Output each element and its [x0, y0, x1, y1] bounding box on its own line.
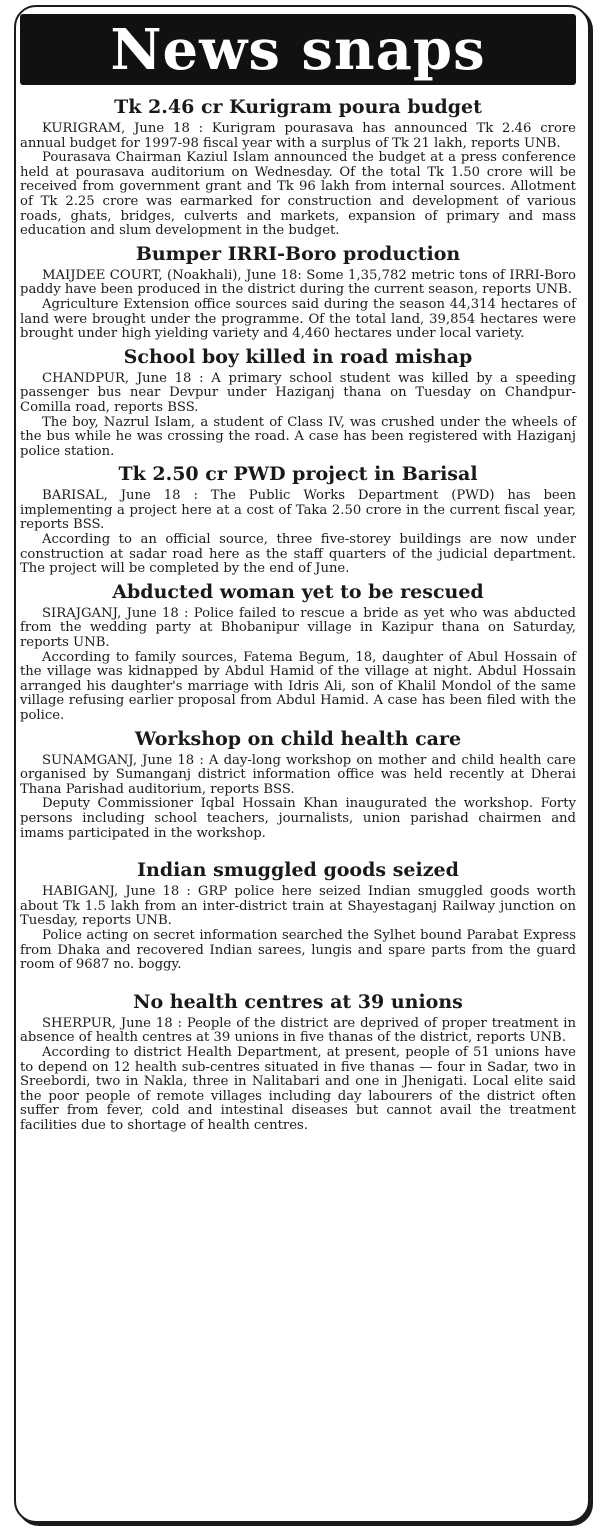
story-smuggled-goods	[20, 855, 576, 973]
masthead-title: News snaps	[110, 16, 486, 83]
story-body	[20, 885, 576, 973]
paragraph: MAIJDEE COURT, (Noakhali), June 18: Some 1,35,782 metric tons of IRRI-Boro paddy have been produced in the district during the current season, reports UNB.	[20, 267, 576, 298]
story-road-mishap	[20, 342, 576, 460]
story-body	[20, 122, 576, 239]
headline: No health centres at 39 unions	[133, 990, 463, 1013]
paragraph: Agriculture Extension office sources said during the season 44,314 hectares of land were brought under the programme. Of the total land, 39,854 hectares were brought under high yielding variety and 4,460 hectares under local variety.	[20, 296, 576, 342]
paragraph: According to an official source, three five-storey buildings are now under construction at sadar road here as the staff quarters of the judicial department. The project will be completed by the end of June.	[20, 532, 576, 577]
spacer	[20, 973, 576, 987]
spacer	[20, 841, 576, 855]
story-health-centres	[20, 987, 576, 1134]
paragraph: According to family sources, Fatema Begum, 18, daughter of Abul Hossain of the village was kidnapped by Abdul Hamid of the village at night. Abdul Hossain arranged his daughter's marriage with Idris Ali, son of Khalil Mondol of the same village refusing earlier proposal from Abdul Hamid. A case has been filed with the police.	[20, 649, 576, 723]
masthead	[20, 14, 576, 85]
paragraph: CHANDPUR, June 18 : A primary school student was killed by a speeding passenger bus near Devpur under Haziganj thana on Tuesday on Chandpur-Comilla road, reports BSS.	[20, 370, 576, 415]
headline: Bumper IRRI-Boro production	[135, 242, 461, 265]
headline: School boy killed in road mishap	[123, 345, 473, 368]
paragraph: HABIGANJ, June 18 : GRP police here seized Indian smuggled goods worth about Tk 1.5 lakh from an inter-district train at Shayestaganj Railway junction on Tuesday, reports UNB.	[20, 884, 576, 929]
paragraph: Pourasava Chairman Kaziul Islam announced the budget at a press conference held at pourasava auditorium on Wednesday. Of the total Tk 1.50 crore will be received from government grant and Tk 96 lakh from internal sources. Allotment of Tk 2.25 crore was earmarked for construction and development of various roads, ghats, bridges, culverts and markets, expansion of primary and mass education and slum development in the budget.	[20, 150, 576, 239]
story-body	[20, 754, 576, 842]
paragraph: The boy, Nazrul Islam, a student of Class IV, was crushed under the wheels of the bus while he was crossing the road. A case has been registered with Haziganj police station.	[20, 414, 576, 459]
story-body	[20, 269, 576, 342]
story-body	[20, 489, 576, 577]
story-kurigram-budget	[20, 92, 576, 239]
story-body	[20, 1017, 576, 1134]
story-pwd-project	[20, 459, 576, 577]
story-irri-boro	[20, 239, 576, 342]
paragraph: SUNAMGANJ, June 18 : A day-long workshop on mother and child health care organised by Sumanganj district information office was held recently at Dherai Thana Parishad auditorium, reports BSS.	[20, 752, 576, 797]
paragraph: KURIGRAM, June 18 : Kurigram pourasava has announced Tk 2.46 crore annual budget for 1997-98 fiscal year with a surplus of Tk 21 lakh, reports UNB.	[20, 121, 576, 151]
paragraph: SIRAJGANJ, June 18 : Police failed to rescue a bride as yet who was abducted from the wedding party at Bhobanipur village in Kazipur thana on Saturday, reports UNB.	[20, 605, 576, 651]
news-column	[20, 92, 576, 1133]
paragraph: According to district Health Department, at present, people of 51 unions have to depend on 12 health sub-centres situated in five thanas — four in Sadar, two in Sreebordi, two in Nakla, three in Nalitabari and one in Jhenigati. Local elite said the poor people of remote villages including day labourers of the district often suffer from fever, cold and intestinal diseases but cannot avail the treatment facilities due to shortage of health centres.	[20, 1044, 576, 1133]
story-abducted-woman	[20, 577, 576, 724]
paragraph: Police acting on secret information searched the Sylhet bound Parabat Express from Dhaka and recovered Indian sarees, lungis and spare parts from the guard room of 9687 no. boggy.	[20, 927, 576, 973]
paragraph: BARISAL, June 18 : The Public Works Department (PWD) has been implementing a project here at a cost of Taka 2.50 crore in the current fiscal year, reports BSS.	[20, 488, 576, 533]
story-body	[20, 607, 576, 724]
paragraph: Deputy Commissioner Iqbal Hossain Khan inaugurated the workshop. Forty persons including school teachers, journalists, union parishad chairmen and imams participated in the workshop.	[20, 796, 576, 841]
headline: Workshop on child health care	[134, 727, 462, 750]
headline: Tk 2.50 cr PWD project in Barisal	[118, 463, 478, 486]
headline: Abducted woman yet to be rescued	[112, 580, 484, 603]
headline: Tk 2.46 cr Kurigram poura budget	[114, 96, 482, 118]
paragraph: SHERPUR, June 18 : People of the district are deprived of proper treatment in absence of health centres at 39 unions in five thanas of the district, reports UNB.	[20, 1015, 576, 1046]
story-body	[20, 372, 576, 460]
headline: Indian smuggled goods seized	[137, 859, 459, 882]
story-child-health-workshop	[20, 724, 576, 842]
